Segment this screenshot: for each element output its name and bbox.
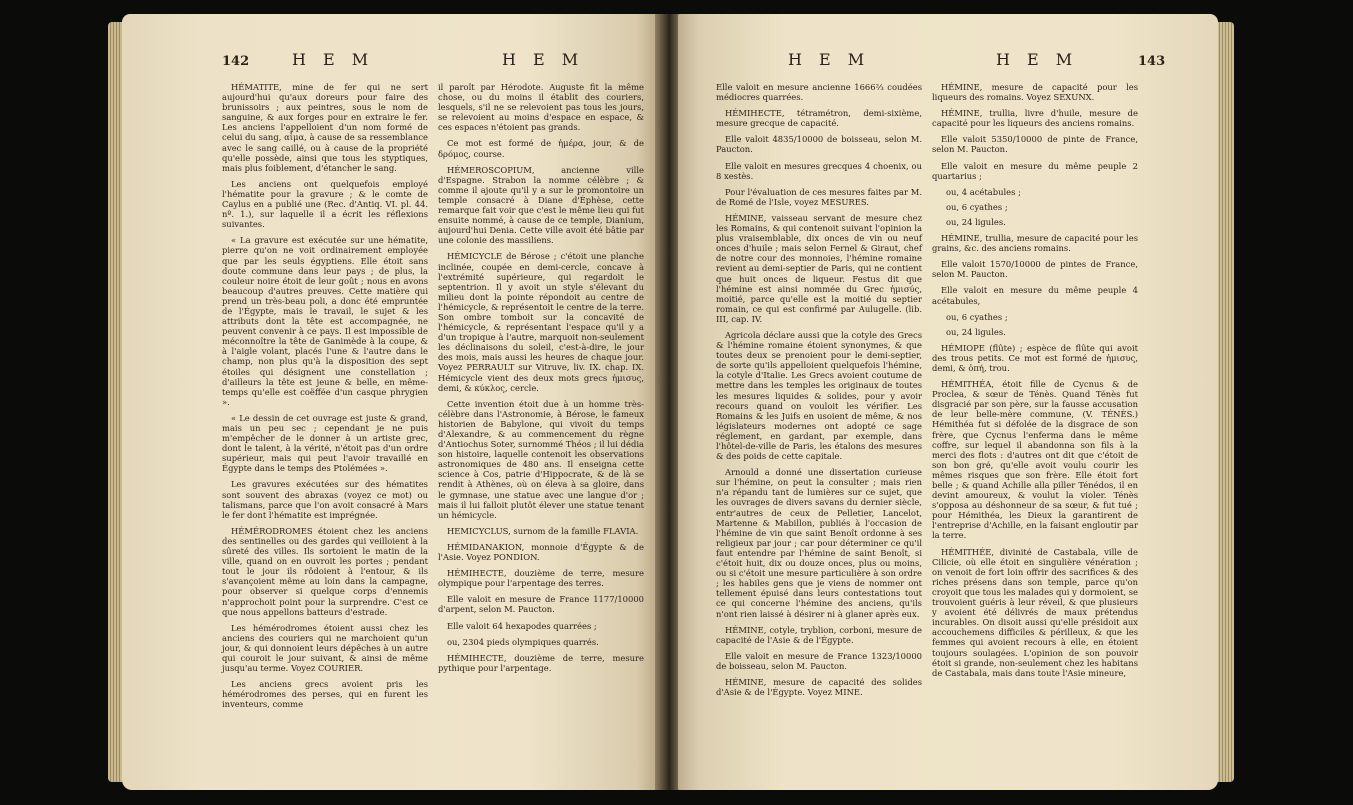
entry-paragraph: Elle valoit 4835/10000 de boisseau, selon M. Paucton. bbox=[716, 134, 922, 155]
entry-paragraph: Cette invention étoit due à un homme très-célèbre dans l'Astronomie, à Bérose, le fameux historien de Babylone, qui vivoit du temps d'Alexandre, & au commencement du règne d'Antiochus Soter, surnommé Théos ; il lui dédia son histoire, laquelle contenoit les observations astronomiques de 480 ans. Il enseigna cette science à Cos, patrie d'Hippocrate, & de là se rendit à Athènes, où on éleva à sa gloire, dans le gymnase, une statue avec une langue d'or ; mais il lui falloit plutôt élever une statue tenant un hémicycle. bbox=[438, 398, 644, 520]
right-page-edges bbox=[1216, 22, 1234, 782]
list-item: ou, 24 ligules. bbox=[946, 216, 1006, 227]
entry-paragraph: Elle valoit en mesure ancienne 1666⅔ coudées médiocres quarrées. bbox=[716, 82, 922, 103]
entry-paragraph: Les gravures exécutées sur des hématites sont souvent des abraxas (voyez ce mot) ou talismans, parce que l'on avoit consacré à Mars le fer dont l'hématite est imprégnée. bbox=[222, 479, 428, 520]
entry-paragraph: HÉMEROSCOPIUM, ancienne ville d'Espagne. Strabon la nomme célèbre ; & comme il ajoute qu'il y a sur le promontoire un temple consacré à Diane d'Éphèse, cette remarque fait voir que c'est le même lieu qui fut ensuite nommé, à cause de ce temple, Dianium, aujourd'hui Denia. Cette ville avoit été bâtie par une colonie des massiliens. bbox=[438, 164, 644, 246]
entry-paragraph: « La gravure est exécutée sur une hématite, pierre qu'on ne voit ordinairement employée que par les seuls égyptiens. Elle étoit sans doute commune dans leur pays ; de plus, la couleur noire étoit de leur goût ; nous en avons beaucoup d'autres preuves. Cette matière qui prend un très-beau poli, a donc été empruntée de l'Égypte, mais le travail, le sujet & les attributs dont la tête est accompagnée, ne peuvent convenir à ce pays. Il est impossible de méconnoître la tête de Ganimède à la coupe, & à l'aigle volant, placés l'une & l'autre dans le champ, non plus qu'à la disposition des sept étoiles qui désignent une constellation ; d'ailleurs la tête est jeune & belle, en même-temps qu'elle est coëffée d'un casque phrygien ». bbox=[222, 235, 428, 407]
entry-paragraph: HÉMIHECTE, douzième de terre, mesure olympique pour l'arpentage des terres. bbox=[438, 568, 644, 589]
entry-paragraph: HÉMINE, trullia, livre d'huile, mesure de capacité pour les liqueurs des anciens romains. bbox=[932, 108, 1138, 129]
entry-paragraph: Arnould a donné une dissertation curieuse sur l'hémine, on peut la consulter ; mais rien n'a répandu tant de lumières sur ce sujet, que les ouvrages de divers savans du dernier siècle, entr'autres de ceux de Pelletier, Lancelot, Martenne & Mabillon, publiés à l'occasion de l'hémine de vin que saint Benoît ordonne à ses religieux par jour ; car pour déterminer ce qu'il faut entendre par l'hémine de saint Benoît, si c'étoit huit, dix ou douze onces, plus ou moins, ou si c'étoit une mesure particulière à son ordre ; les habiles gens que je viens de nommer ont tellement épuisé dans leurs contestations tout ce qui concerne l'hémine des anciens, qu'ils n'ont rien laissé à désirer ni à glaner après eux. bbox=[716, 467, 922, 619]
running-head: H E M bbox=[996, 50, 1079, 69]
entry-paragraph: HÉMIHECTE, douzième de terre, mesure pythique pour l'arpentage. bbox=[438, 652, 644, 673]
running-head: H E M bbox=[788, 50, 871, 69]
entry-paragraph: Elle valoit en mesure du même peuple 4 acétabules, bbox=[932, 285, 1138, 306]
running-head: H E M bbox=[502, 50, 585, 69]
entry-paragraph: Les anciens grecs avoient pris les hémérodromes des perses, qui en furent les inventeurs, comme bbox=[222, 679, 428, 710]
entry-paragraph: Ce mot est formé de ἡμέρα, jour, & de δρόμος, course. bbox=[438, 138, 644, 159]
list bbox=[932, 312, 1138, 337]
entry-paragraph: HÉMITHÉE, divinité de Castabala, ville de Cilicie, où elle étoit en singulière vénération ; on venoit de fort loin offrir des sacrifices & des riches présens dans son temple, parce qu'on croyoit que tous les malades qui y dormoient, se trouvoient guéris à leur réveil, & que plusieurs y avoient été délivrés de maux prétendus incurables. On disoit aussi qu'elle présidoit aux accouchemens difficiles & périlleux, & que les femmes qui avoient recours à elle, en étoient toujours soulagées. L'opinion de son pouvoir étoit si grande, non-seulement chez les habitans de Castabala, mais dans toute l'Asie mineure, bbox=[932, 546, 1138, 678]
entry-paragraph: HÉMÉRODROMES étoient chez les anciens des sentinelles ou des gardes qui veilloient à la sûreté des villes. Ils sortoient le matin de la ville, quand on en ouvroit les portes ; pendant tout le jour ils rôdoient à l'entour, & ils s'avançoient même au loin dans la campagne, pour observer si quelque corps d'ennemis n'approchoit point pour la surprendre. C'est ce que nous appellons batteurs d'estrade. bbox=[222, 525, 428, 617]
entry-paragraph: Les anciens ont quelquefois employé l'hématite pour la gravure ; & le comte de Caylus en a publié une (Rec. d'Antiq. VI. pl. 44. nº. 1.), sur laquelle il a écrit les réflexions suivantes. bbox=[222, 178, 428, 230]
left-page-column-1 bbox=[222, 82, 428, 715]
entry-paragraph: HÉMINE, cotyle, tryblion, corboni, mesure de capacité de l'Asie & de l'Égypte. bbox=[716, 624, 922, 645]
entry-paragraph: « Le dessin de cet ouvrage est juste & grand, mais un peu sec ; cependant je ne puis m'empêcher de le donner à un artiste grec, dont le talent, à la vérité, n'étoit pas d'un ordre supérieur, mais qui peut l'avoir travaillé en Égypte dans le temps des Ptolémées ». bbox=[222, 412, 428, 474]
entry-paragraph: Agricola déclare aussi que la cotyle des Grecs & l'hémine romaine étoient synonymes, & que toutes deux se prenoient pour le demi-septier, de sorte qu'ils appelloient quelquefois l'hémine, la cotyle d'Italie. Les Grecs avoient coutume de mettre dans les temples les originaux de toutes les mesures liquides & solides, pour y avoir recours quand on vouloit les vérifier. Les Romains & les Juifs en usoient de même, & nos législateurs modernes ont adopté ce sage réglement, en gardant, par exemple, dans l'hôtel-de-ville de Paris, les étalons des mesures & des poids de cette capitale. bbox=[716, 329, 922, 462]
entry-paragraph: Elle valoit en mesures grecques 4 choenix, ou 8 xestès. bbox=[716, 160, 922, 181]
entry-paragraph: ou, 2304 pieds olympiques quarrés. bbox=[447, 636, 599, 647]
entry-paragraph: Elle valoit 64 hexapodes quarrées ; bbox=[447, 620, 597, 631]
entry-paragraph: Elle valoit en mesure de France 1177/10000 d'arpent, selon M. Paucton. bbox=[438, 594, 644, 615]
entry-paragraph: Elle valoit 5350/10000 de pinte de France, selon M. Paucton. bbox=[932, 134, 1138, 155]
entry-paragraph: Pour l'évaluation de ces mesures faites par M. de Romé de l'Isle, voyez MESURES. bbox=[716, 186, 922, 207]
left-page bbox=[122, 14, 658, 790]
entry-paragraph: HÉMINE, vaisseau servant de mesure chez les Romains, & qui contenoit suivant l'opinion la plus vraisemblable, dix onces de vin ou neuf onces d'huile ; mais selon Fernel & Giraut, chef de notre cour des monnoies, l'hémine romaine revient au demi-septier de Paris, qui ne contient que huit onces de liqueur. Festus dit que l'hémine est ainsi nommée du Grec ἡμισύς, moitié, parce qu'elle est la moitié du septier romain, ce qui est confirmé par Aulugelle. (lib. III, cap. IV. bbox=[716, 212, 922, 324]
right-page-column-2 bbox=[932, 82, 1138, 684]
page-number: 142 bbox=[222, 54, 250, 69]
right-page-header bbox=[678, 50, 1218, 76]
list-item: ou, 6 cyathes ; bbox=[946, 201, 1008, 212]
right-page bbox=[678, 14, 1218, 790]
entry-paragraph: HÉMITHÉA, étoit fille de Cycnus & de Proclea, & sœur de Ténès. Quand Ténès fut disgracié par son père, sur la fausse accusation de leur belle-mère commune, (V. TÉNÈS.) Hémithéa fut si défolée de la disgrace de son frère, que Cycnus l'enferma dans le même coffre, sur lequel il abandonna son fils à la merci des flots : d'autres ont dit que c'étoit de son bon gré, qu'elle avoit voulu courir les mêmes risques que son frère. Elle étoit fort belle ; & quand Achille alla piller Ténédos, il en devint amoureux, & voulut la violer. Ténès s'opposa au déshonneur de sa sœur, & fut tué ; pour Hémithéa, les Dieux la garantirent de l'entreprise d'Achille, en la faisant engloutir par la terre. bbox=[932, 379, 1138, 541]
right-page-column-1 bbox=[716, 82, 922, 703]
entry-paragraph: HÉMIDANAKION, monnoie d'Égypte & de l'Asie. Voyez PONDION. bbox=[438, 541, 644, 563]
left-page-column-2 bbox=[438, 82, 644, 679]
entry-paragraph: Elle valoit 1570/10000 de pintes de France, selon M. Paucton. bbox=[932, 259, 1138, 280]
entry-paragraph: HÉMINE, mesure de capacité des solides d'Asie & de l'Égypte. Voyez MINE. bbox=[716, 676, 922, 698]
list bbox=[932, 187, 1138, 227]
page-number: 143 bbox=[1138, 54, 1166, 69]
entry-paragraph: il paroît par Hérodote. Auguste fit la même chose, ou du moins il établit des couriers, lesquels, s'il ne se relevoient pas tous les jours, se relevoient au moins d'espace en espace, & ces espaces n'étoient pas grands. bbox=[438, 82, 644, 133]
entry-paragraph: HÉMICYCLE de Bérose ; c'étoit une planche inclinée, coupée en demi-cercle, concave à l'extrémité supérieure, qui regardoit le septentrion. Il y avoit un style s'élevant du milieu dont la pointe répondoit au centre de l'hémicycle, & représentoit le centre de la terre. Son ombre tomboit sur la concavité de l'hémicycle, & représentant l'espace qu'il y a d'un tropique à l'autre, marquoit non-seulement les déclinaisons du soleil, c'est-à-dire, le jour des mois, mais aussi les heures de chaque jour. Voyez PERRAULT sur Vitruve, liv. IX. chap. IX. Hémicycle vient des deux mots grecs ἡμισυς, demi, & κύκλος, cercle. bbox=[438, 251, 644, 393]
entry-paragraph: Elle valoit en mesure du même peuple 2 quartarius ; bbox=[932, 160, 1138, 181]
entry-paragraph: HÉMINE, mesure de capacité pour les liqueurs des romains. Voyez SEXUNX. bbox=[932, 82, 1138, 103]
running-head: H E M bbox=[292, 50, 375, 69]
list-item: ou, 6 cyathes ; bbox=[946, 311, 1008, 322]
entry-paragraph: HEMICYCLUS, surnom de la famille FLAVIA. bbox=[447, 525, 639, 536]
list-item: ou, 4 acétabules ; bbox=[946, 186, 1021, 197]
entry-paragraph: HÉMIOPE (flûte) ; espèce de flûte qui avoit des trous petits. Ce mot est formé de ἡμισυς, demi, & ὀπή, trou. bbox=[932, 342, 1138, 373]
list-item: ou, 24 ligules. bbox=[946, 326, 1006, 337]
left-page-header bbox=[122, 50, 658, 76]
entry-paragraph: HÉMIHECTE, tétramétron, demi-sixième, mesure grecque de capacité. bbox=[716, 108, 922, 129]
entry-paragraph: Les hémérodromes étoient aussi chez les anciens des couriers qui ne marchoient qu'un jour, & qui donnoient leurs dépêches à un autre qui couroit le jour suivant, & ainsi de même jusqu'au terme. Voyez COURIER. bbox=[222, 622, 428, 674]
entry-paragraph: HÉMINE, trullia, mesure de capacité pour les grains, &c. des anciens romains. bbox=[932, 233, 1138, 254]
entry-paragraph: Elle valoit en mesure de France 1323/10000 de boisseau, selon M. Paucton. bbox=[716, 650, 922, 671]
entry-paragraph: HÉMATITE, mine de fer qui ne sert aujourd'hui qu'aux doreurs pour faire des brunissoirs ; aux peintres, sous le nom de sanguine, & aux forges pour en extraire le fer. Les anciens l'appelloient d'un nom formé de celui du sang, αἷμα, à cause de sa ressemblance avec le sang caillé, ou à cause de la propriété qu'elle possède, ainsi que tous les styptiques, mais plus foiblement, d'étancher le sang. bbox=[222, 82, 428, 173]
